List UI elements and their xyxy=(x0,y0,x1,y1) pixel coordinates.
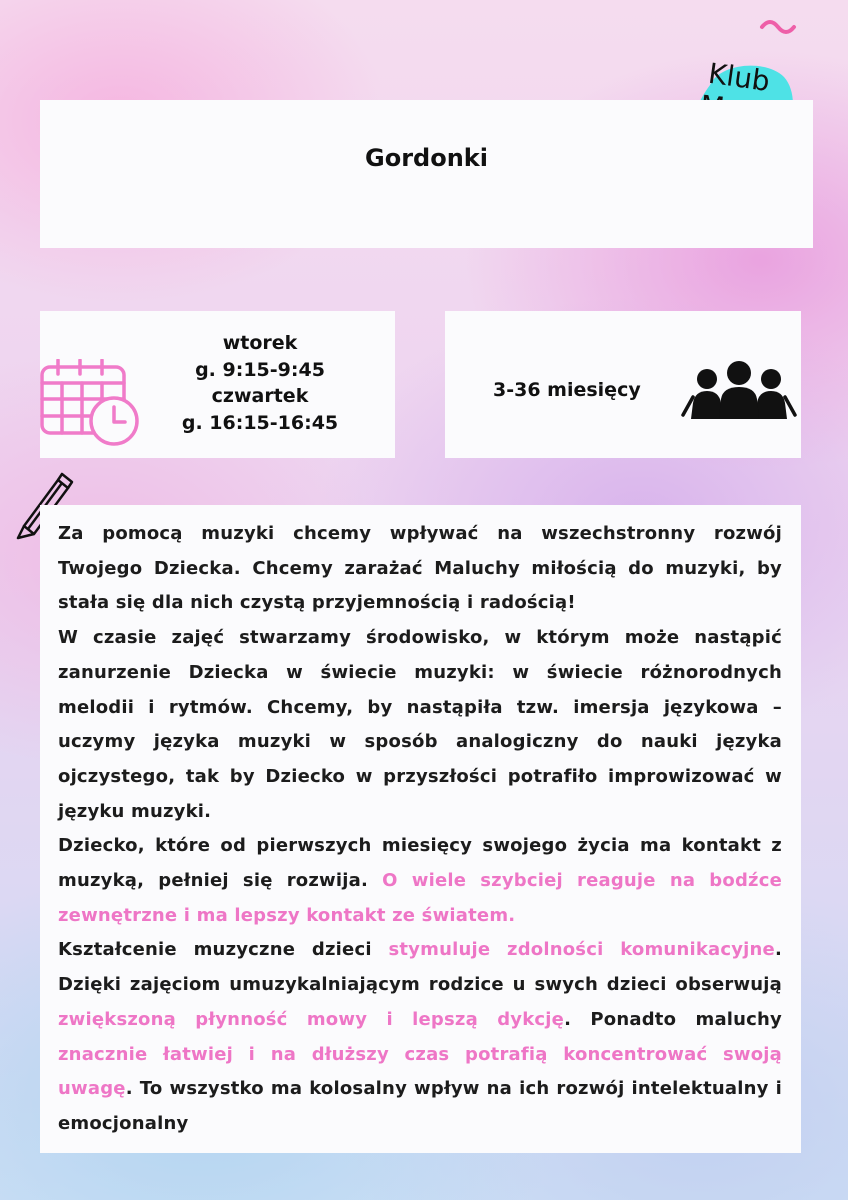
schedule-time-2: g. 16:15-16:45 xyxy=(181,411,339,434)
description-card xyxy=(40,505,801,1153)
group-people-icon xyxy=(679,359,799,423)
schedule-day-1: wtorek xyxy=(222,332,298,354)
schedule-card xyxy=(40,311,395,458)
schedule-day-2: czwartek xyxy=(211,385,309,407)
paragraph-4-text-d: . To wszystko ma kolosalny wpływ na ich rozwój intelektualny i emocjonalny xyxy=(58,1078,782,1134)
schedule-time-1: g. 9:15-9:45 xyxy=(195,358,325,381)
calendar-clock-icon xyxy=(40,359,140,455)
paragraph-4-highlight-1: stymuluje zdolności komunikacyjne xyxy=(388,939,775,961)
paragraph-1: Za pomocą muzyki chcemy wpływać na wszechstronny rozwój Twojego Dziecka. Chcemy zarażać Maluchy miłością do muzyki, by stała się dla nich czystą przyjemnością i radością! xyxy=(58,523,782,614)
paragraph-4-text-a: Kształcenie muzyczne dzieci xyxy=(58,939,389,961)
paragraph-3-highlight: O wiele szybciej reaguje na bodźce zewnętrzne i ma lepszy kontakt ze światem. xyxy=(58,870,782,926)
paragraph-4-text-b: . Dzięki zajęciom umuzykalniającym rodzice u swych dzieci obserwują xyxy=(58,939,782,996)
schedule-text xyxy=(170,330,350,436)
age-card xyxy=(445,311,801,458)
paragraph-3 xyxy=(58,829,782,933)
paragraph-4-highlight-3: znacznie łatwiej i na dłuższy czas potrafią koncentrować swoją uwagę xyxy=(58,1043,782,1100)
page-title: Gordonki xyxy=(365,144,488,172)
age-range: 3-36 miesięcy xyxy=(493,379,641,401)
paragraph-4 xyxy=(58,933,782,1141)
paragraph-4-highlight-2: zwiększoną płynność mowy i lepszą dykcję xyxy=(58,1008,565,1030)
description-text xyxy=(58,517,782,1142)
paragraph-3-text: Dziecko, które od pierwszych miesięcy swojego życia ma kontakt z muzyką, pełniej się rozwija. xyxy=(58,835,782,892)
paragraph-4-text-c: . Ponadto maluchy xyxy=(564,1008,782,1030)
title-card xyxy=(40,100,813,248)
logo-line-1: Klub xyxy=(706,56,772,98)
paragraph-2: W czasie zajęć stwarzamy środowisko, w którym może nastąpić zanurzenie Dziecka w świecie muzyki: w świecie różnorodnych melodii i rytmów. Chcemy, by nastąpiła tzw. imersja językowa – uczymy języka muzyki w sposób analogiczny do nauki języka ojczystego, tak by Dziecko w przyszłości potrafiło improwizować w języku muzyki. xyxy=(58,627,782,822)
